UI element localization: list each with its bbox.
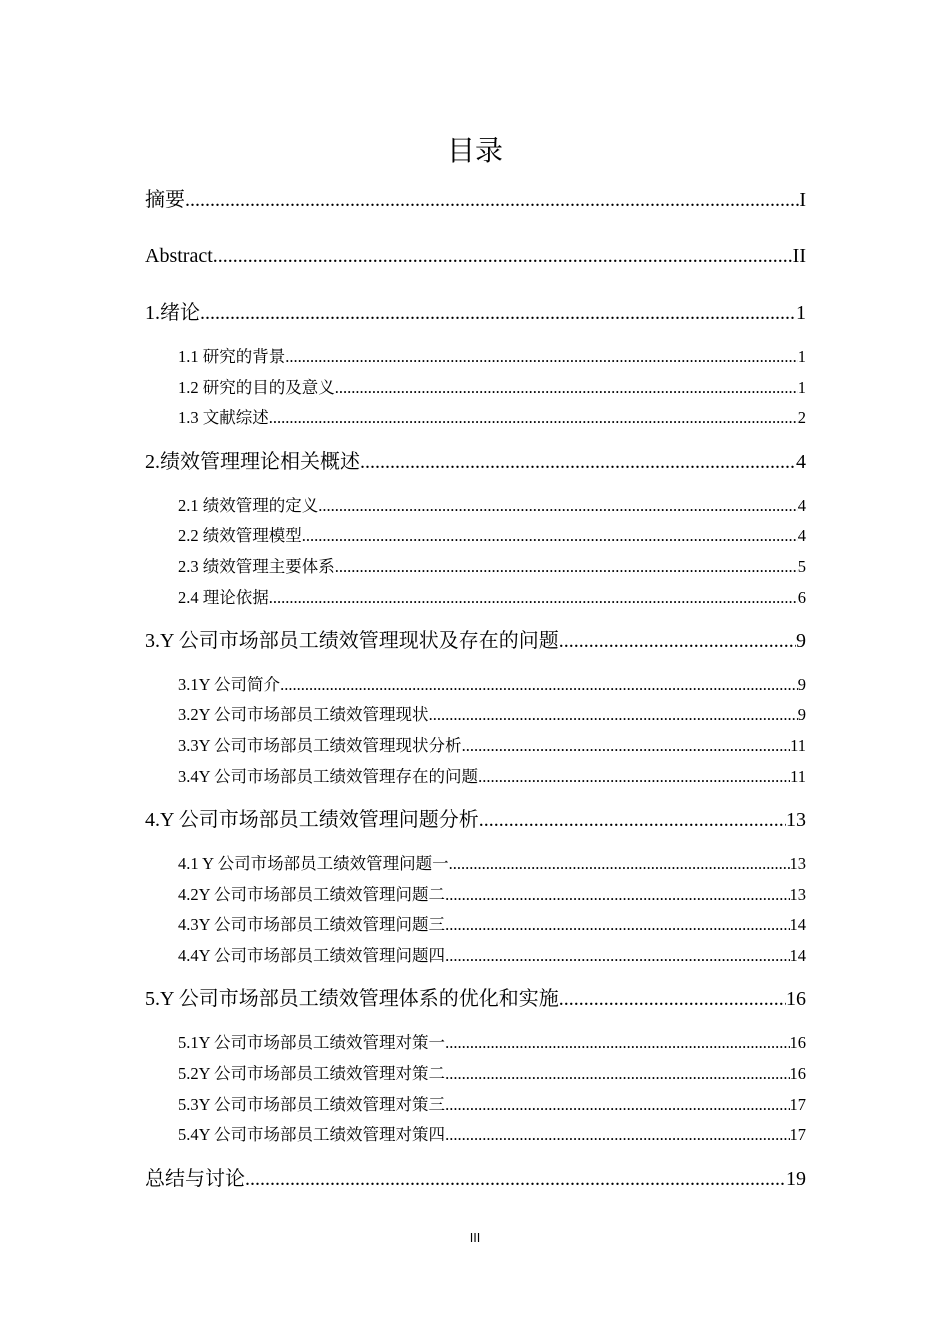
toc-dot-leader xyxy=(285,346,798,368)
toc-entry-title: 1.1 研究的背景 xyxy=(178,347,286,366)
toc-entry[interactable] xyxy=(178,1032,806,1054)
toc-page-number: 11 xyxy=(790,767,806,786)
toc-entry-title: 1.3 文献综述 xyxy=(178,408,269,427)
toc-dot-leader xyxy=(200,299,796,327)
toc-entry[interactable] xyxy=(145,1165,806,1193)
toc-page-number: 16 xyxy=(789,1064,806,1083)
toc-dot-leader xyxy=(445,884,789,906)
toc-entry-title: 4.3Y 公司市场部员工绩效管理问题三 xyxy=(178,915,446,934)
toc-entry[interactable] xyxy=(178,735,806,757)
toc-dot-leader xyxy=(445,914,789,936)
toc-entry-title: 5.3Y 公司市场部员工绩效管理对策三 xyxy=(178,1095,446,1114)
toc-entry[interactable] xyxy=(145,627,806,655)
toc-title: 目录 xyxy=(446,134,503,167)
toc-entry-title: 4.4Y 公司市场部员工绩效管理问题四 xyxy=(178,946,446,965)
toc-dot-leader xyxy=(269,407,798,429)
toc-entry[interactable] xyxy=(145,448,806,476)
toc-dot-leader xyxy=(280,674,798,696)
toc-page-number: 9 xyxy=(797,705,806,724)
toc-dot-leader xyxy=(245,1165,786,1193)
toc-entry[interactable] xyxy=(178,587,806,609)
toc-entry[interactable] xyxy=(178,1094,806,1116)
toc-entry-title: 总结与讨论 xyxy=(145,1168,245,1190)
toc-page-number: 6 xyxy=(797,588,806,607)
toc-page-number: 5 xyxy=(797,557,806,576)
toc-dot-leader xyxy=(429,704,798,726)
toc-dot-leader xyxy=(445,945,789,967)
toc-page-number: II xyxy=(792,245,806,267)
toc-dot-leader xyxy=(318,495,798,517)
toc-entry[interactable] xyxy=(178,914,806,936)
toc-page-number: I xyxy=(799,189,806,211)
toc-dot-leader xyxy=(445,1063,789,1085)
toc-dot-leader xyxy=(445,1032,789,1054)
toc-entry[interactable] xyxy=(145,806,806,834)
toc-page-number: 14 xyxy=(789,915,806,934)
toc-dot-leader xyxy=(462,735,791,757)
toc-entry[interactable] xyxy=(178,704,806,726)
toc-dot-leader xyxy=(185,186,799,214)
toc-entry-title: 2.绩效管理理论相关概述 xyxy=(145,451,360,473)
toc-entry[interactable] xyxy=(178,884,806,906)
toc-entry-title: 2.4 理论依据 xyxy=(178,588,269,607)
toc-entry[interactable] xyxy=(178,556,806,578)
toc-page-number: 1 xyxy=(797,378,806,397)
toc-entry[interactable] xyxy=(178,853,806,875)
toc-entry[interactable] xyxy=(178,525,806,547)
toc-entry-title: 5.4Y 公司市场部员工绩效管理对策四 xyxy=(178,1125,446,1144)
toc-page-number: 17 xyxy=(789,1095,806,1114)
toc-entry-title: 3.4Y 公司市场部员工绩效管理存在的问题 xyxy=(178,767,479,786)
toc-entry-title: 2.3 绩效管理主要体系 xyxy=(178,557,335,576)
toc-page-number: 1 xyxy=(796,302,806,324)
toc-page-number: 14 xyxy=(789,946,806,965)
toc-page-number: 16 xyxy=(786,988,806,1010)
toc-entry-title: 3.2Y 公司市场部员工绩效管理现状 xyxy=(178,705,429,724)
toc-entry[interactable] xyxy=(178,377,806,399)
toc-entry[interactable] xyxy=(178,346,806,368)
toc-dot-leader xyxy=(559,627,796,655)
toc-dot-leader xyxy=(559,985,786,1013)
toc-entry-title: 4.Y 公司市场部员工绩效管理问题分析 xyxy=(145,809,479,831)
toc-entry-title: 2.1 绩效管理的定义 xyxy=(178,496,319,515)
toc-entry-title: 5.2Y 公司市场部员工绩效管理对策二 xyxy=(178,1064,446,1083)
toc-page-number: 19 xyxy=(786,1168,806,1190)
toc-dot-leader xyxy=(269,587,798,609)
toc-dot-leader xyxy=(302,525,798,547)
toc-page-number: 4 xyxy=(797,496,806,515)
toc-entry-title: 3.1Y 公司简介 xyxy=(178,675,281,694)
toc-dot-leader xyxy=(335,377,798,399)
toc-page-number: 16 xyxy=(789,1033,806,1052)
toc-dot-leader xyxy=(445,1094,789,1116)
toc-page-number: 9 xyxy=(797,675,806,694)
footer-page-number: III xyxy=(469,1231,481,1245)
toc-page-number: 4 xyxy=(796,451,806,473)
toc-page-number: 17 xyxy=(789,1125,806,1144)
toc-entry-title: 4.2Y 公司市场部员工绩效管理问题二 xyxy=(178,885,446,904)
toc-dot-leader xyxy=(478,766,790,788)
toc-entry[interactable] xyxy=(178,766,806,788)
toc-dot-leader xyxy=(360,448,796,476)
toc-entry[interactable] xyxy=(178,674,806,696)
toc-entry-title: Abstract xyxy=(145,245,213,267)
toc-dot-leader xyxy=(445,1124,789,1146)
toc-entry[interactable] xyxy=(178,945,806,967)
toc-entry[interactable] xyxy=(145,985,806,1013)
toc-entry-title: 5.1Y 公司市场部员工绩效管理对策一 xyxy=(178,1033,446,1052)
toc-dot-leader xyxy=(449,853,790,875)
toc-page-number: 13 xyxy=(789,885,806,904)
toc-entry-title: 5.Y 公司市场部员工绩效管理体系的优化和实施 xyxy=(145,988,559,1010)
toc-entry-title: 4.1 Y 公司市场部员工绩效管理问题一 xyxy=(178,854,449,873)
toc-entry[interactable] xyxy=(145,242,806,270)
toc-entry[interactable] xyxy=(178,407,806,429)
toc-entry-title: 摘要 xyxy=(145,189,185,211)
toc-page-number: 13 xyxy=(789,854,806,873)
toc-dot-leader xyxy=(479,806,786,834)
toc-entry[interactable] xyxy=(145,186,806,214)
toc-entry-title: 1.2 研究的目的及意义 xyxy=(178,378,335,397)
toc-entry[interactable] xyxy=(178,1063,806,1085)
toc-entry-title: 2.2 绩效管理模型 xyxy=(178,526,302,545)
toc-entry-title: 3.Y 公司市场部员工绩效管理现状及存在的问题 xyxy=(145,630,559,652)
toc-page-number: 11 xyxy=(790,736,806,755)
toc-dot-leader xyxy=(335,556,798,578)
toc-entry[interactable] xyxy=(178,1124,806,1146)
toc-entry-title: 3.3Y 公司市场部员工绩效管理现状分析 xyxy=(178,736,462,755)
toc-entry-title: 1.绪论 xyxy=(145,302,200,324)
toc-page-number: 1 xyxy=(797,347,806,366)
toc-entry[interactable] xyxy=(145,299,806,327)
toc-page-number: 13 xyxy=(786,809,806,831)
toc-page-number: 4 xyxy=(797,526,806,545)
toc-dot-leader xyxy=(213,242,793,270)
toc-page-number: 9 xyxy=(796,630,806,652)
toc-page-number: 2 xyxy=(797,408,806,427)
toc-entry[interactable] xyxy=(178,495,806,517)
